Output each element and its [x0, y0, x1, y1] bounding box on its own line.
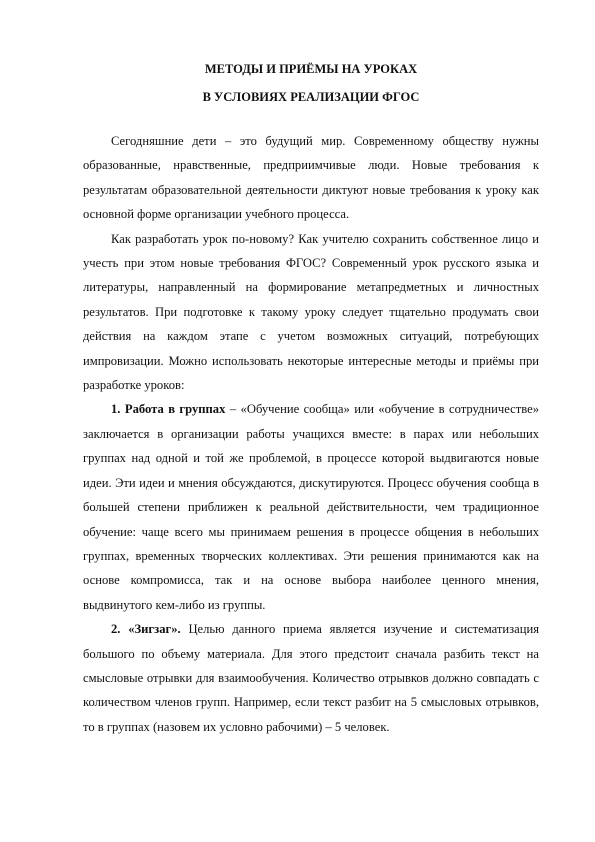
- list-item-lead: 1. Работа в группах: [111, 402, 226, 417]
- title-line-1: МЕТОДЫ И ПРИЁМЫ НА УРОКАХ: [204, 62, 418, 76]
- paragraph-intro: [83, 129, 539, 227]
- list-item-lead: 2. «Зигзаг».: [111, 622, 181, 637]
- paragraph-text: Как разработать урок по-новому? Как учителю сохранить собственное лицо и учесть при этом новые требования ФГОС? Современный урок русского языка и литературы, направленный на формирование метапредметных и личностных результатов. При подготовке к такому уроку следует тщательно продумать свои действия на каждом этапе с учетом возможных ситуаций, потребующих импровизации. Можно использовать некоторые интересные методы и приёмы при разработке уроков:: [83, 231, 539, 393]
- paragraph-questions: [83, 227, 539, 398]
- paragraph-text: Сегодняшние дети – это будущий мир. Современному обществу нужны образованные, нравственные, предприимчивые люди. Новые требования к результатам образовательной деятельности диктуют новые требования к уроку как основной форме организации учебного процесса.: [83, 134, 539, 222]
- paragraph-text: Целью данного приема является изучение и систематизация большого по объему материала. Для этого предстоит сначала разбить текст на смысловые отрывки для взаимообучения. Количество отрывков должно совпадать с количеством членов групп. Например, если текст разбит на 5 смысловых отрывков, то в группах (назовем их условно рабочими) – 5 человек.: [83, 622, 539, 734]
- paragraph-group-work: [83, 397, 539, 617]
- paragraph-zigzag: [83, 617, 539, 739]
- paragraph-text: – «Обучение сообща» или «обучение в сотрудничестве» заключается в организации работы учащихся вместе: в парах или небольших группах над одной и той же проблемой, в процессе которой выдвигаются новые идеи. Эти идеи и мнения обсуждаются, дискутируются. Процесс обучения сообща в большей степени приближен к реальной действительности, чем традиционное обучение: чаще всего мы принимаем решения в процессе общения в небольших группах, временных творческих коллективах. Эти решения принимаются как на основе компромисса, так и на основе выбора наиболее ценного мнения, выдвинутого кем-либо из группы.: [83, 402, 539, 612]
- document-title: [83, 55, 539, 111]
- title-line-2: В УСЛОВИЯХ РЕАЛИЗАЦИИ ФГОС: [202, 90, 420, 104]
